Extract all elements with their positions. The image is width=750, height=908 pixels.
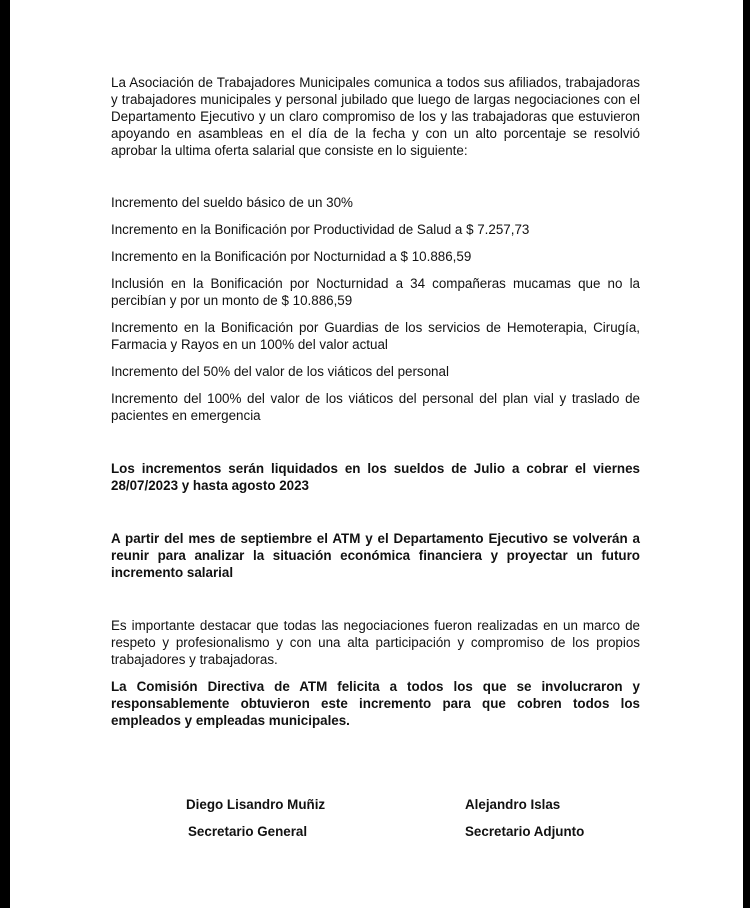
increment-item: Incremento en la Bonificación por Nocturnidad a $ 10.886,59 [111, 249, 472, 264]
signature-right [465, 796, 584, 840]
closing-congrats: La Comisión Directiva de ATM felicita a todos los que se involucraron y responsablemente obtuvieron este incremento para que cobren todos los empleados y empleadas municipales. [111, 679, 640, 728]
increment-list [111, 194, 640, 424]
payment-notice: Los incrementos serán liquidados en los sueldos de Julio a cobrar el viernes 28/07/2023 y hasta agosto 2023 [111, 461, 640, 493]
signer-role: Secretario General [188, 824, 308, 839]
signature-left [186, 796, 325, 840]
meeting-notice: A partir del mes de septiembre el ATM y el Departamento Ejecutivo se volverán a reunir para analizar la situación económica financiera y proyectar un futuro incremento salarial [111, 531, 640, 580]
signer-name: Diego Lisandro Muñiz [186, 797, 326, 812]
signer-name: Alejandro Islas [465, 797, 561, 812]
intro-paragraph: La Asociación de Trabajadores Municipales comunica a todos sus afiliados, trabajadoras y trabajadores municipales y personal jubilado que luego de largas negociaciones con el Departamento Ejecutivo y un claro compromiso de los y las trabajadoras que estuvieron apoyando en asambleas en el día de la fecha y con un alto porcentaje se resolvió aprobar la ultima oferta salarial que consiste en lo siguiente: [111, 75, 640, 158]
document-page [10, 0, 743, 908]
increment-item: Incremento del 50% del valor de los viáticos del personal [111, 364, 449, 379]
closing-note: Es importante destacar que todas las negociaciones fueron realizadas en un marco de respeto y profesionalismo y con una alta participación y compromiso de los propios trabajadores y trabajadoras. [111, 618, 640, 667]
signer-role: Secretario Adjunto [465, 824, 585, 839]
increment-item: Incremento en la Bonificación por Guardias de los servicios de Hemoterapia, Cirugía, Farmacia y Rayos en un 100% del valor actual [111, 320, 640, 352]
increment-item: Incremento del sueldo básico de un 30% [111, 195, 353, 210]
document-body [111, 74, 640, 729]
increment-item: Incremento del 100% del valor de los viáticos del personal del plan vial y traslado de pacientes en emergencia [111, 391, 640, 423]
increment-item: Inclusión en la Bonificación por Nocturnidad a 34 compañeras mucamas que no la percibían y por un monto de $ 10.886,59 [111, 276, 640, 308]
increment-item: Incremento en la Bonificación por Productividad de Salud a $ 7.257,73 [111, 222, 530, 237]
